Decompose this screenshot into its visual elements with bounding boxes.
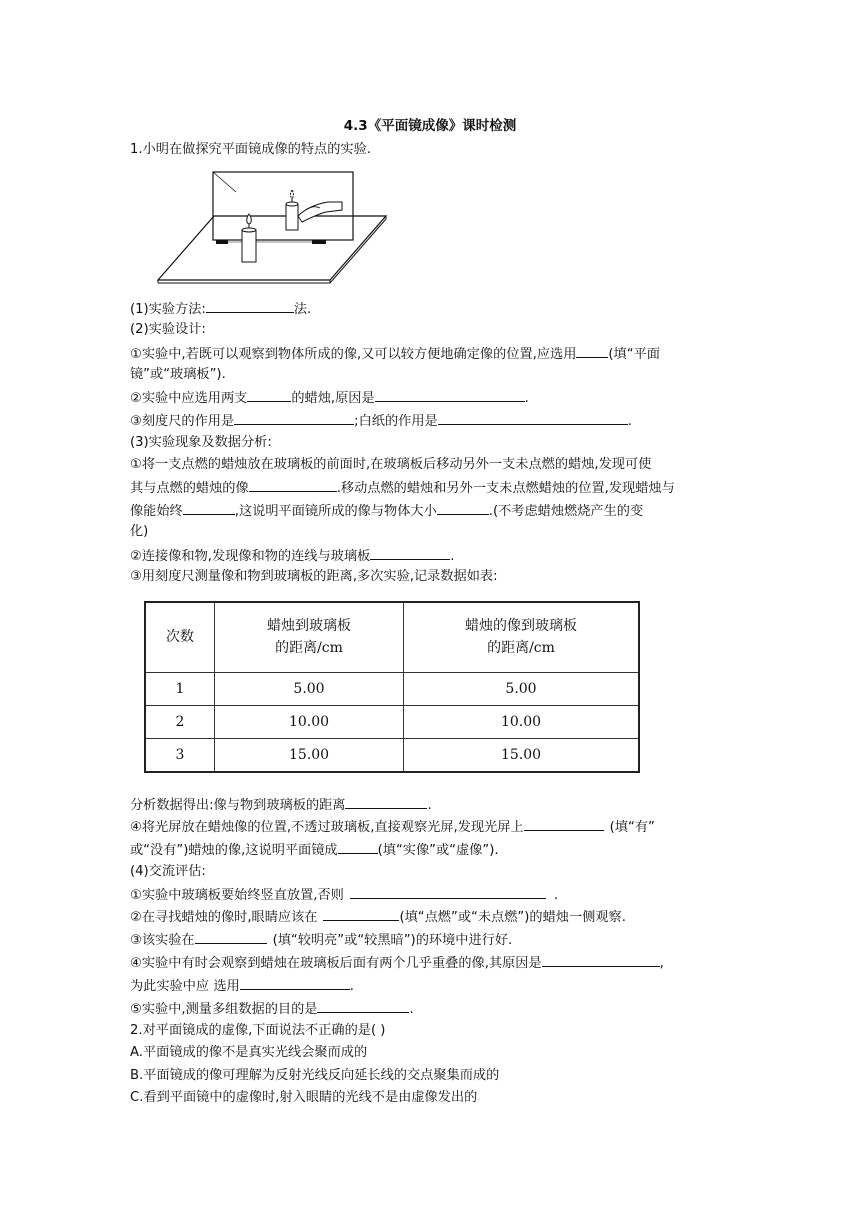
obs-4-hint: (填“有” (609, 820, 655, 835)
eval-1-end: . (553, 888, 559, 903)
obs-1-text-b: 其与点燃的蜡烛的像 (130, 481, 249, 496)
cell-image-distance: 10.00 (404, 705, 640, 738)
header-trial: 次数 (145, 602, 215, 672)
q2-option-a[interactable]: A.平面镜成的像不是真实光线会聚而成的 (130, 1045, 368, 1060)
cell-candle-distance: 5.00 (215, 672, 404, 705)
q1-eval-1 (130, 884, 558, 906)
design-2-end: . (524, 391, 529, 406)
design-3-paper: ;白纸的作用是 (354, 414, 438, 429)
q2-option-c[interactable]: C.看到平面镜中的虚像时,射入眼睛的光线不是由虚像发出的 (130, 1090, 478, 1105)
eval-2-hint: (填“点燃”或“未点燃”)的蜡烛一侧观察. (399, 910, 626, 925)
obs-2-end: . (450, 549, 455, 564)
cell-image-distance: 5.00 (404, 672, 640, 705)
q1-obs-2 (130, 545, 454, 567)
design-3-end: . (627, 414, 632, 429)
eval-4-text-c: 为此实验中应 选用 (130, 979, 240, 994)
page-title: 4.3《平面镜成像》课时检测 (343, 118, 517, 134)
header-image-distance-line1: 蜡烛的像到玻璃板 (465, 618, 577, 635)
table-header-row (145, 602, 639, 672)
blank-observe-side[interactable] (323, 906, 399, 921)
obs-1-text-c: .移动点燃的蜡烛和另外一支未点燃蜡烛的位置,发现蜡烛与 (336, 481, 675, 496)
obs-4-hint-d: (填“实像”或“虚像”). (377, 843, 499, 858)
question-1-stem: 1.小明在做探究平面镜成像的特点的实验. (130, 142, 371, 157)
q2-option-b[interactable]: B.平面镜成的像可理解为反射光线反向延长线的交点聚集而成的 (130, 1068, 500, 1083)
blank-line-relation[interactable] (370, 545, 450, 560)
obs-4-text: ④将光屏放在蜡烛像的位置,不透过玻璃板,直接观察光屏,发现光屏上 (130, 820, 524, 835)
blank-candle-reason[interactable] (375, 387, 525, 402)
blank-screen-image[interactable] (524, 816, 604, 831)
analysis-end: . (427, 798, 432, 813)
q1-part1-label: (1)实验方法: (130, 302, 206, 317)
q1-obs-4 (130, 816, 655, 838)
q1-eval-5 (130, 998, 414, 1020)
blank-environment[interactable] (195, 929, 267, 944)
q1-eval-3 (130, 929, 512, 951)
eval-3-text: ③该实验在 (130, 933, 195, 948)
design-3-text: ③刻度尺的作用是 (130, 414, 235, 429)
analysis-text: 分析数据得出:像与物到玻璃板的距离 (130, 798, 346, 813)
q1-eval-4 (130, 952, 664, 974)
cell-image-distance: 15.00 (404, 738, 640, 772)
eval-4-text: ④实验中有时会观察到蜡烛在玻璃板后面有两个几乎重叠的像,其原因是 (130, 956, 542, 971)
table-row (145, 672, 639, 705)
obs-1-text-e: ,这说明平面镜所成的像与物体大小 (234, 504, 437, 519)
blank-vertical-consequence[interactable] (350, 884, 546, 899)
design-1-hint: (填“平面 (608, 347, 660, 362)
blank-plate-thickness[interactable] (240, 975, 350, 990)
header-candle-distance (215, 602, 404, 672)
q1-part1-tail: 法. (293, 302, 312, 317)
cell-trial: 2 (145, 705, 215, 738)
q1-part1 (130, 298, 311, 320)
obs-2-text: ②连接像和物,发现像和物的连线与玻璃板 (130, 549, 371, 564)
q1-obs-1: ①将一支点燃的蜡烛放在玻璃板的前面时,在玻璃板后移动另外一支未点燃的蜡烛,发现可使 (130, 457, 652, 472)
q1-part3: (3)实验现象及数据分析: (130, 435, 272, 450)
header-image-distance (404, 602, 640, 672)
blank-ruler-purpose[interactable] (234, 410, 354, 425)
q1-eval-2 (130, 906, 626, 928)
cell-trial: 1 (145, 672, 215, 705)
q1-part2: (2)实验设计: (130, 322, 206, 337)
blank-purpose-of-repeats[interactable] (317, 998, 409, 1013)
q1-eval-4-line2 (130, 975, 354, 997)
cell-trial: 3 (145, 738, 215, 772)
header-candle-distance-line1: 蜡烛到玻璃板 (267, 618, 351, 635)
q1-obs-1-line4: 化) (130, 524, 149, 539)
experiment-figure (156, 168, 388, 284)
table-row (145, 705, 639, 738)
eval-3-hint: (填“较明亮”或“较黑暗”)的环境中进行好. (272, 933, 513, 948)
blank-candle-type[interactable] (247, 387, 291, 402)
q1-obs-1-line2 (130, 477, 675, 499)
eval-4-comma: , (659, 956, 664, 971)
header-candle-distance-line2: 的距离/cm (275, 640, 343, 657)
q1-obs-4-line2 (130, 839, 499, 861)
blank-method[interactable] (206, 298, 294, 313)
obs-4-text-c: 或“没有”)蜡烛的像,这说明平面镜成 (130, 843, 338, 858)
cell-candle-distance: 10.00 (215, 705, 404, 738)
eval-1-text: ①实验中玻璃板要始终竖直放置,否则 (130, 888, 344, 903)
q1-analysis (130, 794, 432, 816)
header-image-distance-line2: 的距离/cm (487, 640, 555, 657)
obs-1-text-d: 像能始终 (130, 504, 183, 519)
eval-2-text: ②在寻找蜡烛的像时,眼睛应该在 (130, 910, 318, 925)
q1-design-3 (130, 410, 632, 432)
eval-4-end: . (349, 979, 354, 994)
blank-double-image-reason[interactable] (542, 952, 660, 967)
blank-image-overlap[interactable] (249, 477, 337, 492)
q1-obs-1-line3 (130, 500, 643, 522)
q1-part4: (4)交流评估: (130, 864, 206, 879)
q1-obs-3: ③用刻度尺测量像和物到玻璃板的距离,多次实验,记录数据如表: (130, 569, 498, 584)
table-row (145, 738, 639, 772)
design-2-reason: 的蜡烛,原因是 (291, 391, 375, 406)
blank-distance-relation[interactable] (345, 794, 427, 809)
design-1-text: ①实验中,若既可以观察到物体所成的像,又可以较方便地确定像的位置,应选用 (130, 347, 577, 362)
blank-plate-choice[interactable] (576, 343, 608, 358)
eval-5-end: . (409, 1002, 414, 1017)
blank-size-relation[interactable] (437, 500, 489, 515)
q1-design-1-cont: 镜”或“玻璃板”). (130, 367, 226, 382)
blank-image-type[interactable] (338, 839, 378, 854)
blank-always[interactable] (183, 500, 235, 515)
design-2-text: ②实验中应选用两支 (130, 391, 248, 406)
question-2-stem: 2.对平面镜成的虚像,下面说法不正确的是( ) (130, 1023, 386, 1038)
q1-design-1 (130, 343, 660, 365)
distance-data-table (144, 601, 640, 773)
q1-design-2 (130, 387, 529, 409)
blank-paper-purpose[interactable] (438, 410, 628, 425)
obs-1-text-f: .(不考虑蜡烛燃烧产生的变 (488, 504, 644, 519)
eval-5-text: ⑤实验中,测量多组数据的目的是 (130, 1002, 318, 1017)
cell-candle-distance: 15.00 (215, 738, 404, 772)
